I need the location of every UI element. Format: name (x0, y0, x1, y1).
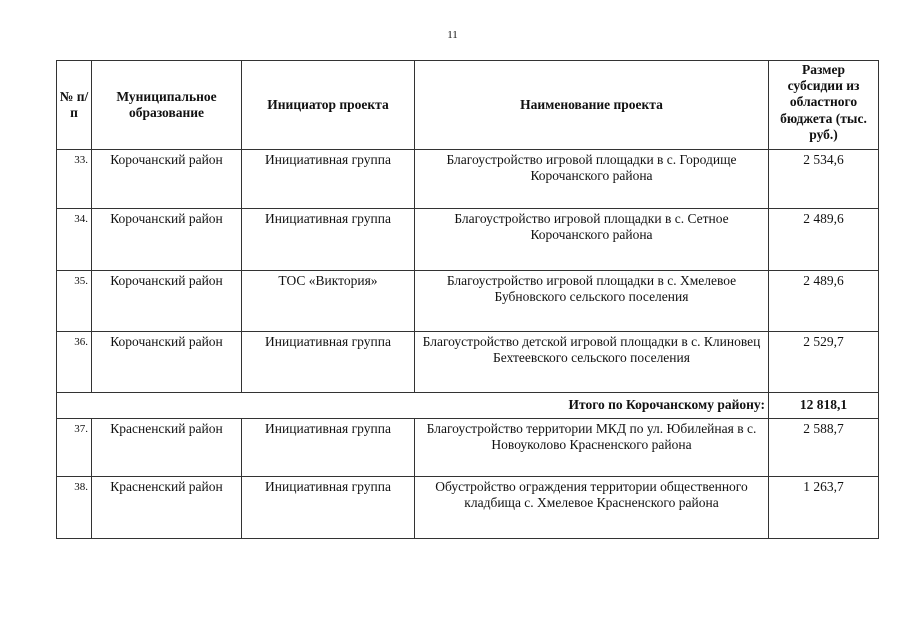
table-row (57, 209, 879, 271)
row-project: Благоустройство детской игровой площадки в с. Клиновец Бехтеевского сельского поселения (415, 332, 769, 393)
row-project: Благоустройство игровой площадки в с. Городище Корочанского района (415, 150, 769, 209)
row-municipality: Корочанский район (92, 271, 242, 332)
table-row (57, 150, 879, 209)
row-num: 36. (57, 332, 92, 393)
total-value: 12 818,1 (769, 393, 879, 419)
header-municipality: Муниципальное образование (92, 61, 242, 150)
page-number: 11 (447, 29, 458, 41)
row-project: Благоустройство территории МКД по ул. Юбилейная в с. Новоуколово Красненского района (415, 419, 769, 477)
table-header-row (57, 61, 879, 150)
row-initiator: Инициативная группа (242, 209, 415, 271)
row-num: 33. (57, 150, 92, 209)
header-num: № п/п (57, 61, 92, 150)
table-row (57, 332, 879, 393)
row-num: 35. (57, 271, 92, 332)
row-subsidy: 2 588,7 (769, 419, 879, 477)
row-initiator: ТОС «Виктория» (242, 271, 415, 332)
row-municipality: Красненский район (92, 477, 242, 539)
total-label: Итого по Корочанскому району: (57, 393, 769, 419)
row-num: 38. (57, 477, 92, 539)
header-subsidy: Размер субсидии из областного бюджета (тыс. руб.) (769, 61, 879, 150)
row-municipality: Корочанский район (92, 332, 242, 393)
table-row (57, 271, 879, 332)
table-row (57, 477, 879, 539)
row-municipality: Корочанский район (92, 150, 242, 209)
row-initiator: Инициативная группа (242, 332, 415, 393)
row-municipality: Корочанский район (92, 209, 242, 271)
header-initiator: Инициатор проекта (242, 61, 415, 150)
header-project: Наименование проекта (415, 61, 769, 150)
row-num: 37. (57, 419, 92, 477)
subsidy-table (56, 60, 879, 539)
row-municipality: Красненский район (92, 419, 242, 477)
row-num: 34. (57, 209, 92, 271)
row-subsidy: 2 489,6 (769, 271, 879, 332)
row-subsidy: 2 489,6 (769, 209, 879, 271)
table-row (57, 419, 879, 477)
row-subsidy: 2 534,6 (769, 150, 879, 209)
row-initiator: Инициативная группа (242, 477, 415, 539)
row-subsidy: 2 529,7 (769, 332, 879, 393)
row-subsidy: 1 263,7 (769, 477, 879, 539)
row-initiator: Инициативная группа (242, 150, 415, 209)
row-project: Благоустройство игровой площадки в с. Сетное Корочанского района (415, 209, 769, 271)
total-row (57, 393, 879, 419)
row-project: Благоустройство игровой площадки в с. Хмелевое Бубновского сельского поселения (415, 271, 769, 332)
row-initiator: Инициативная группа (242, 419, 415, 477)
row-project: Обустройство ограждения территории общественного кладбища с. Хмелевое Красненского района (415, 477, 769, 539)
